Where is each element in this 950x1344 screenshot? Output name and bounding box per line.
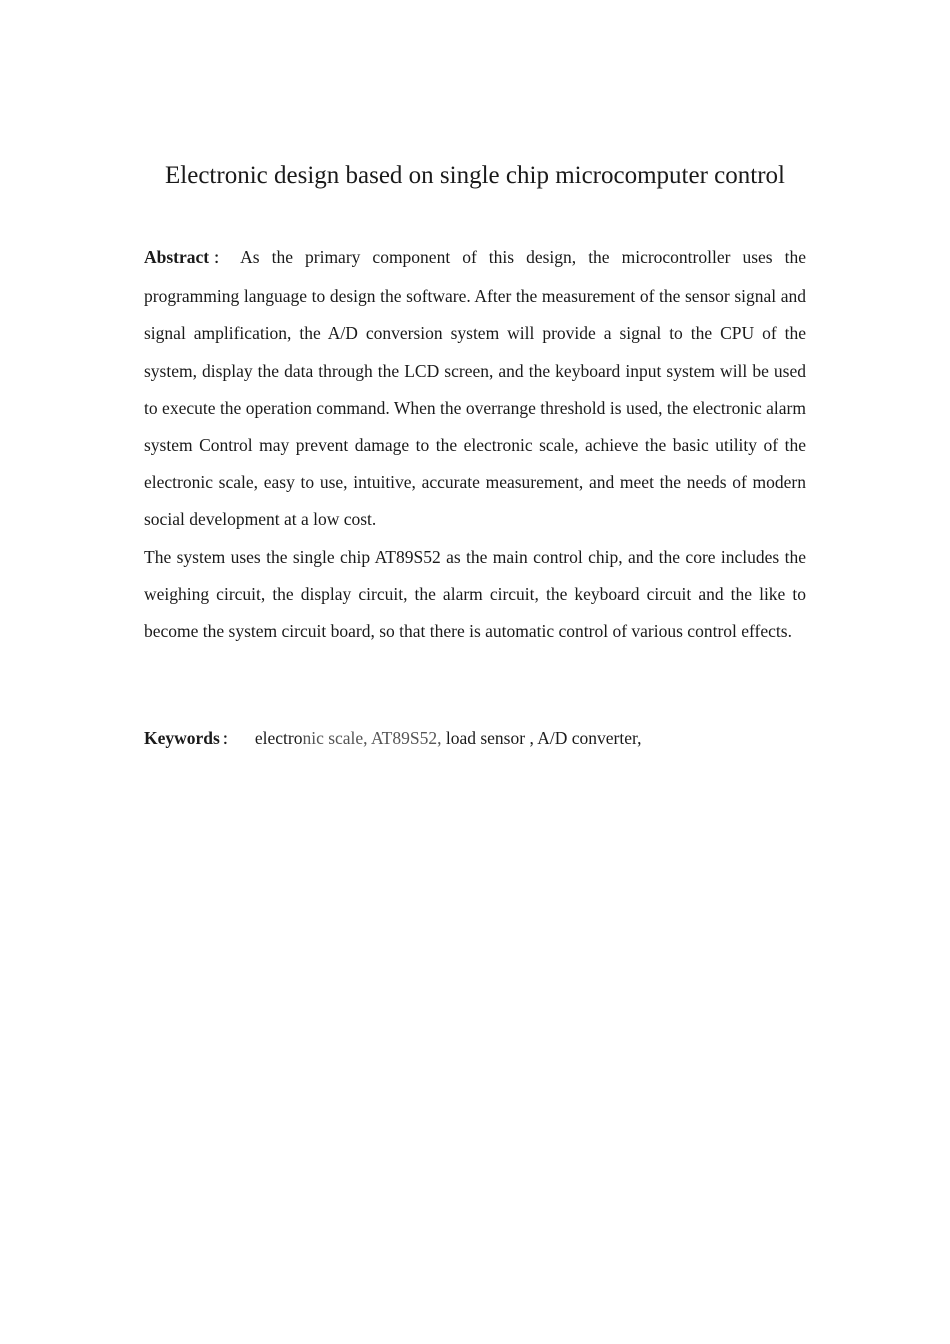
keywords-label: Keywords [144, 728, 220, 748]
keywords-section [144, 720, 806, 759]
abstract-section [144, 239, 806, 650]
keywords-separator: ： [221, 732, 237, 748]
abstract-text-1: As the primary component of this design, the microcontroller uses the programming language to design the software. After the measurement of the sensor signal and signal amplification, the A/D conversion system will provide a signal to the CPU of the system, display the data through the LCD screen, and the keyboard input system will be used to execute the operation command. When the overrange threshold is used, the electronic alarm system Control may prevent damage to the electronic scale, achieve the basic utility of the electronic scale, easy to use, intuitive, accurate measurement, and meet the needs of modern social development at a low cost. [144, 247, 806, 530]
abstract-separator: ： [213, 251, 229, 267]
abstract-paragraph-2: The system uses the single chip AT89S52 as the main control chip, and the core includes the weighing circuit, the display circuit, the alarm circuit, the keyboard circuit and the like to become the system circuit board, so that there is automatic control of various control effects. [144, 546, 806, 642]
keywords-text-part-1: electro [254, 728, 303, 748]
keywords-text-part-2: nic scale, AT89S52, [302, 728, 446, 748]
abstract-paragraph-1 [144, 239, 806, 539]
keywords-text-part-3: load sensor , A/D converter, [445, 728, 642, 748]
abstract-label: Abstract [144, 247, 210, 267]
document-title: Electronic design based on single chip microcomputer control [165, 162, 785, 189]
